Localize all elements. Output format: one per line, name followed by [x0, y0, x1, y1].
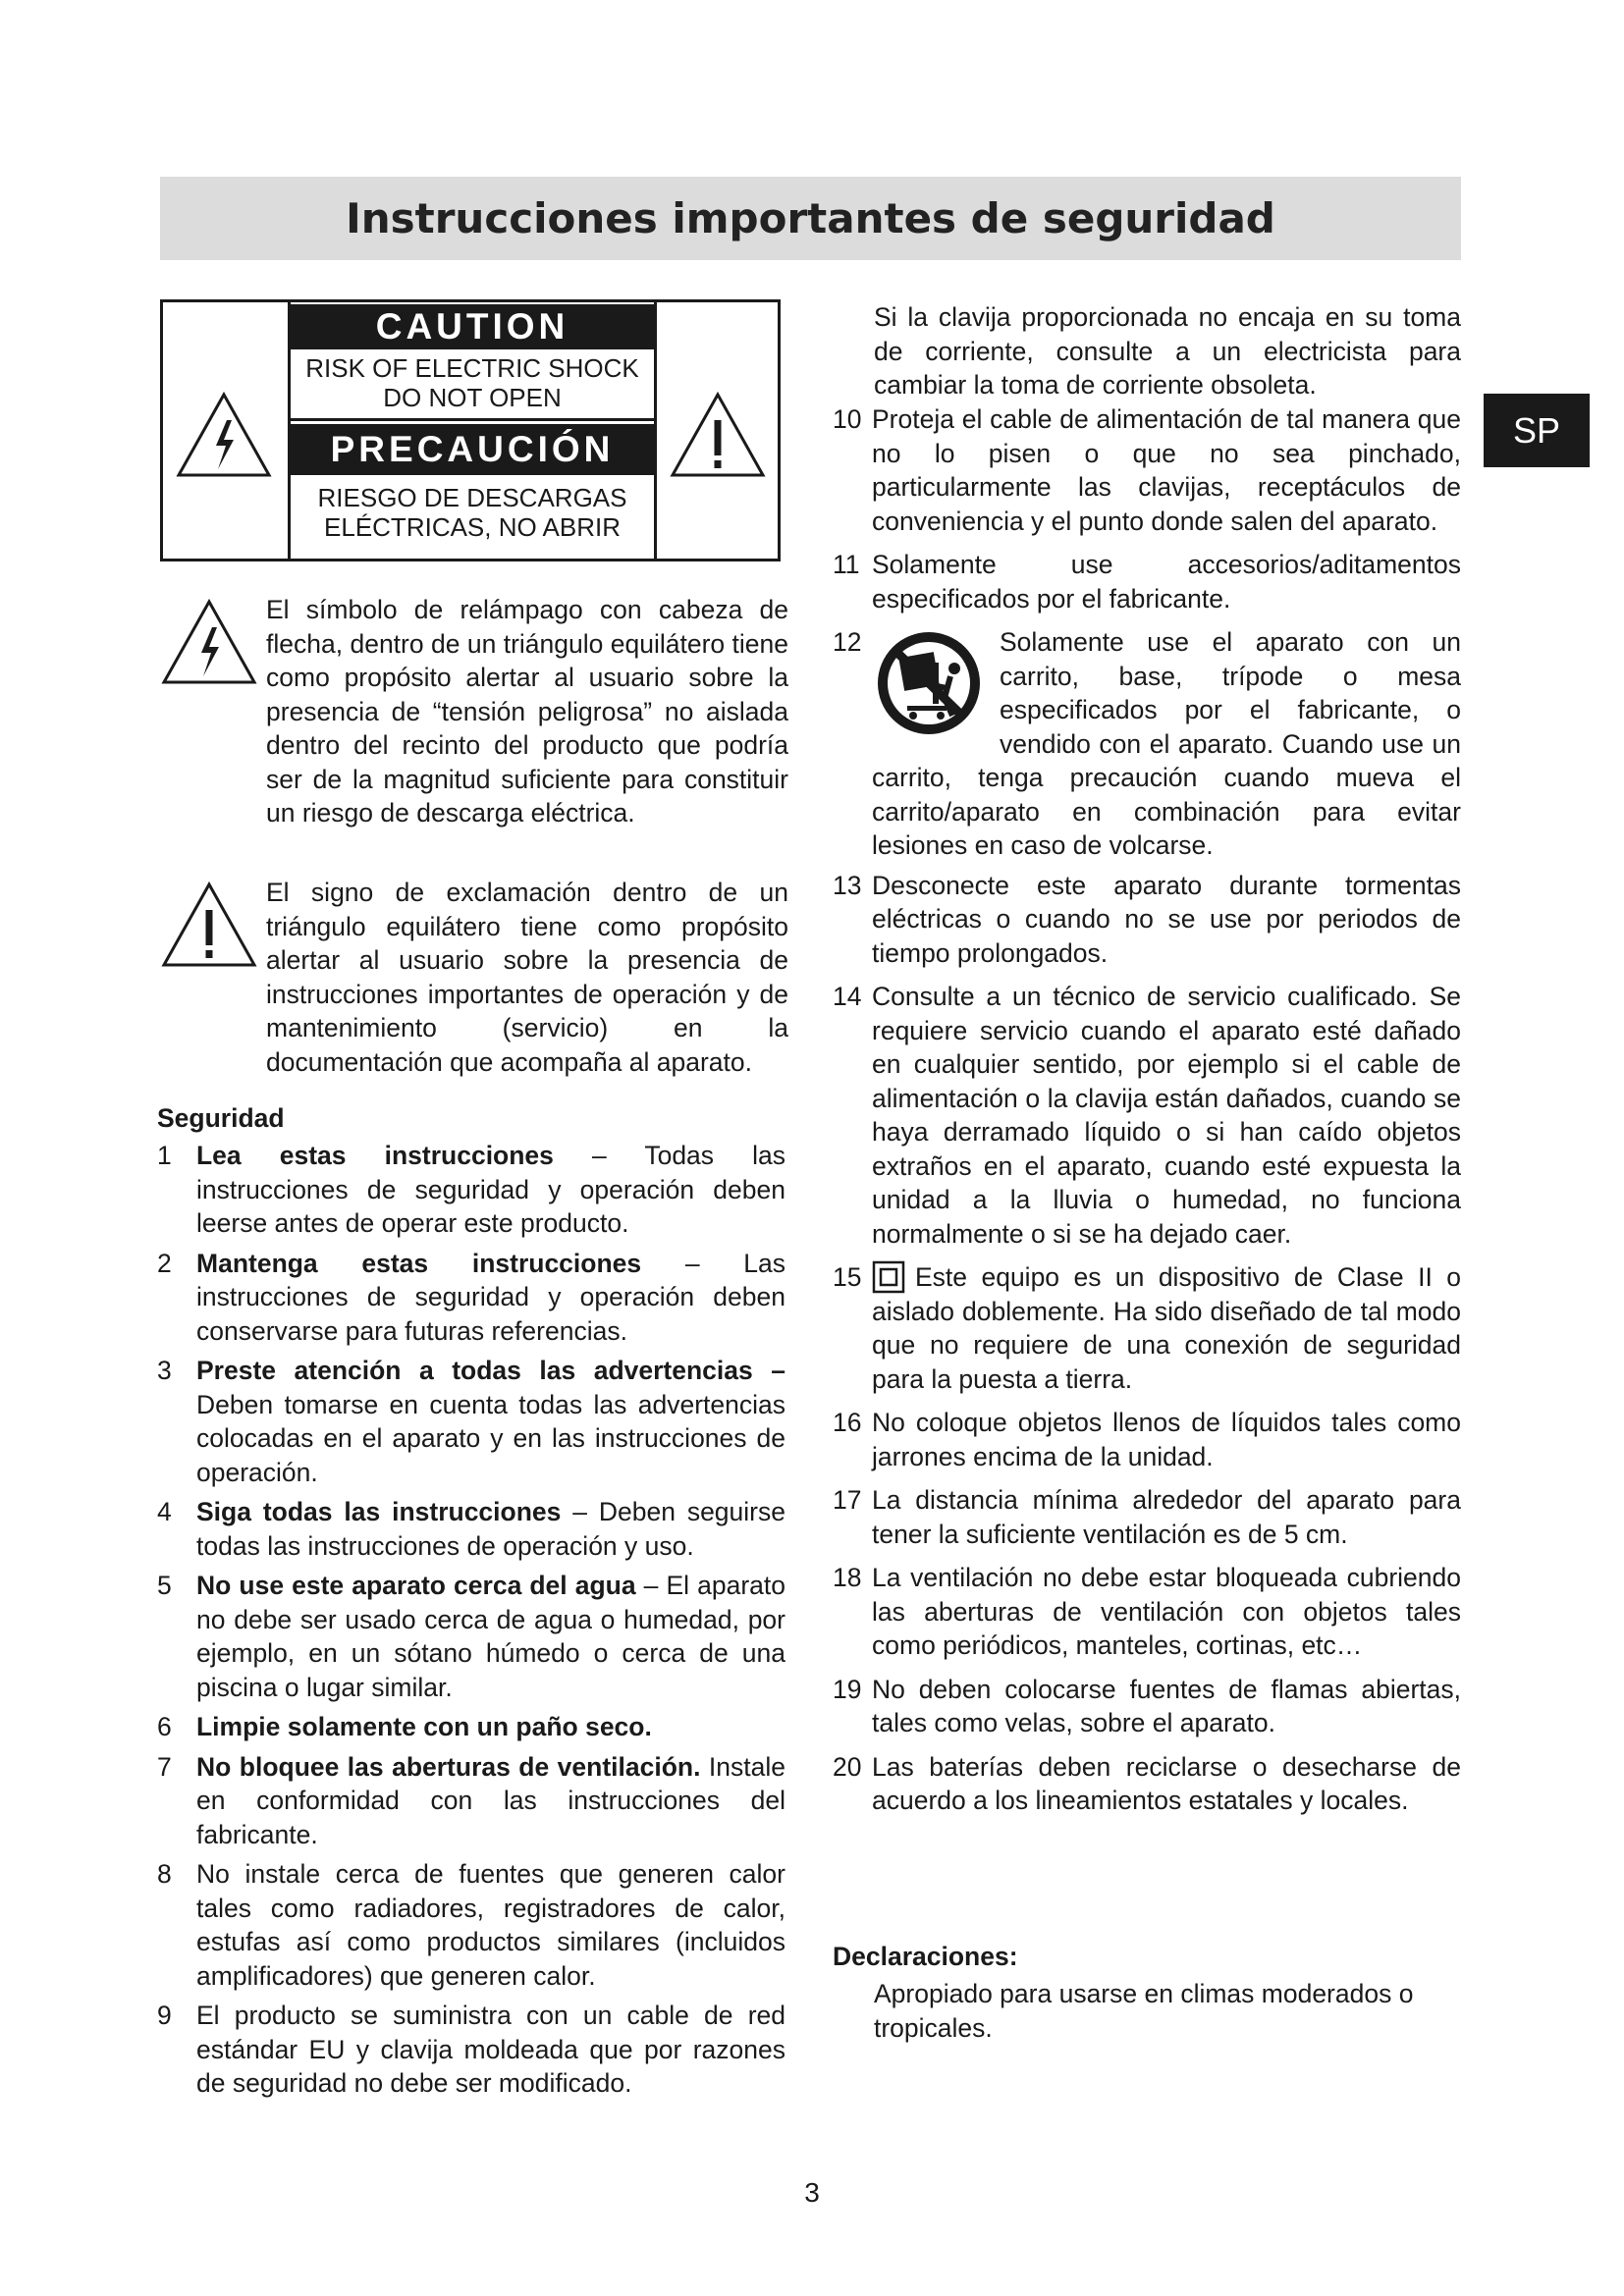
lightning-description: El símbolo de relámpago con cabeza de flecha, dentro de un triángulo equilátero tiene como propósito alertar al usuario sobre la presencia de “tensión peligrosa” no aislada dentro del recinto del producto que podría ser de la magnitud suficiente para constituir un riesgo de descarga eléctrica.	[266, 595, 788, 828]
declarations-heading: Declaraciones:	[833, 1942, 1018, 1971]
cart-tip-over-icon	[872, 627, 990, 740]
list-item: 6 Limpie solamente con un paño seco.	[157, 1712, 652, 1741]
list-item: 13 Desconecte este aparato durante tormentas eléctricas o cuando no se use por periodos de tiempo prolongados.	[833, 870, 1461, 968]
caution-line-1: RISK OF ELECTRIC SHOCK	[305, 353, 639, 383]
list-item: 4 Siga todas las instrucciones – Deben seguirse todas las instrucciones de operación y uso.	[157, 1497, 785, 1561]
list-item: 12 Solamente use el aparato con un carrito, base, trípode o mesa especificados por el fabricante, o vendido con el aparato. Cuando use un carrito, tenga precaución cuando mueva el carrito/aparato en combinación para evitar lesiones en caso de volcarse.	[833, 627, 1461, 860]
list-item: 2 Mantenga estas instrucciones – Las instrucciones de seguridad y operación deben conservarse para futuras referencias.	[157, 1248, 785, 1346]
list-item: 14 Consulte a un técnico de servicio cualificado. Se requiere servicio cuando el aparato esté dañado en cualquier sentido, por ejemplo si el cable de alimentación o la clavija están dañados, cuando se haya derramado líquido o si han caído objetos extraños en el aparato, cuando esté expuesta la unidad a la lluvia o humedad, no funciona normalmente o si se ha dejado caer.	[833, 982, 1461, 1249]
precaucion-banner: PRECAUCIÓN	[291, 424, 654, 475]
exclamation-symbol-explanation	[160, 876, 788, 1079]
exclamation-warning-icon	[669, 391, 767, 479]
list-item: 7 No bloquee las aberturas de ventilación. Instale en conformidad con las instrucciones del fabricante.	[157, 1751, 785, 1849]
caution-label-box	[160, 299, 781, 561]
list-item: 11 Solamente use accesorios/aditamentos especificados por el fabricante.	[833, 550, 1461, 614]
list-item: 3 Preste atención a todas las advertencias – Deben tomarse en cuenta todas las advertencias colocadas en el aparato y en las instrucciones de operación.	[157, 1356, 785, 1487]
declarations-text: Apropiado para usarse en climas moderados o tropicales.	[874, 1979, 1414, 2043]
lightning-warning-icon	[175, 391, 273, 479]
list-item: 1 Lea estas instrucciones – Todas las instrucciones de seguridad y operación deben leerse antes de operar este producto.	[157, 1141, 785, 1238]
precaucion-line-1: RIESGO DE DESCARGAS	[317, 483, 627, 512]
caution-text-block	[291, 302, 654, 559]
list-item: 16 No coloque objetos llenos de líquidos tales como jarrones encima de la unidad.	[833, 1408, 1461, 1471]
language-tab: SP	[1484, 394, 1590, 467]
security-list-right	[833, 402, 1461, 1824]
security-heading: Seguridad	[157, 1103, 285, 1133]
precaucion-line-2: ELÉCTRICAS, NO ABRIR	[324, 512, 621, 542]
list-item: 9 El producto se suministra con un cable de red estándar EU y clavija moldeada que por razones de seguridad no debe ser modificado.	[157, 2001, 785, 2098]
page-number: 3	[804, 2177, 820, 2208]
lightning-symbol-explanation	[160, 593, 788, 830]
list-item: 10 Proteja el cable de alimentación de tal manera que no lo pisen o que no sea pinchado, particularmente las clavijas, receptáculos de conveniencia y el punto donde salen del aparato.	[833, 404, 1461, 536]
list-item: 17 La distancia mínima alrededor del aparato para tener la suficiente ventilación es de 5 cm.	[833, 1485, 1461, 1549]
list-item: 19 No deben colocarse fuentes de flamas abiertas, tales como velas, sobre el aparato.	[833, 1674, 1461, 1737]
title-bar	[160, 177, 1461, 260]
page-title: Instrucciones importantes de seguridad	[346, 194, 1275, 242]
double-insulation-icon	[872, 1260, 905, 1294]
list-item: 5 No use este aparato cerca del agua – El aparato no debe ser usado cerca de agua o humedad, por ejemplo, en un sótano húmedo o cerca de una piscina o lugar similar.	[157, 1571, 785, 1702]
exclamation-triangle-icon	[160, 876, 258, 974]
security-list-left	[157, 1139, 785, 2107]
list-item: 8 No instale cerca de fuentes que generen calor tales como radiadores, registradores de calor, estufas así como productos similares (incluidos amplificadores) que generen calor.	[157, 1859, 785, 1991]
caution-banner: CAUTION	[291, 304, 654, 349]
caution-line-2: DO NOT OPEN	[383, 383, 562, 412]
list-item: 20 Las baterías deben reciclarse o desecharse de acuerdo a los lineamientos estatales y locales.	[833, 1751, 1461, 1815]
exclamation-description: El signo de exclamación dentro de un triángulo equilátero tiene como propósito alertar al usuario sobre la presencia de instrucciones importantes de operación y de mantenimiento (servicio) en la documentación que acompaña al aparato.	[266, 878, 788, 1077]
list-item: 15 Este equipo es un dispositivo de Clase II o aislado doblemente. Ha sido diseñado de tal modo que no requiere de una conexión de seguridad para la puesta a tierra.	[833, 1262, 1461, 1394]
lightning-triangle-icon	[160, 593, 258, 691]
plug-note: Si la clavija proporcionada no encaja en su toma de corriente, consulte a un electricista para cambiar la toma de corriente obsoleta.	[874, 302, 1461, 400]
list-item: 18 La ventilación no debe estar bloqueada cubriendo las aberturas de ventilación con objetos tales como periódicos, manteles, cortinas, etc…	[833, 1563, 1461, 1660]
